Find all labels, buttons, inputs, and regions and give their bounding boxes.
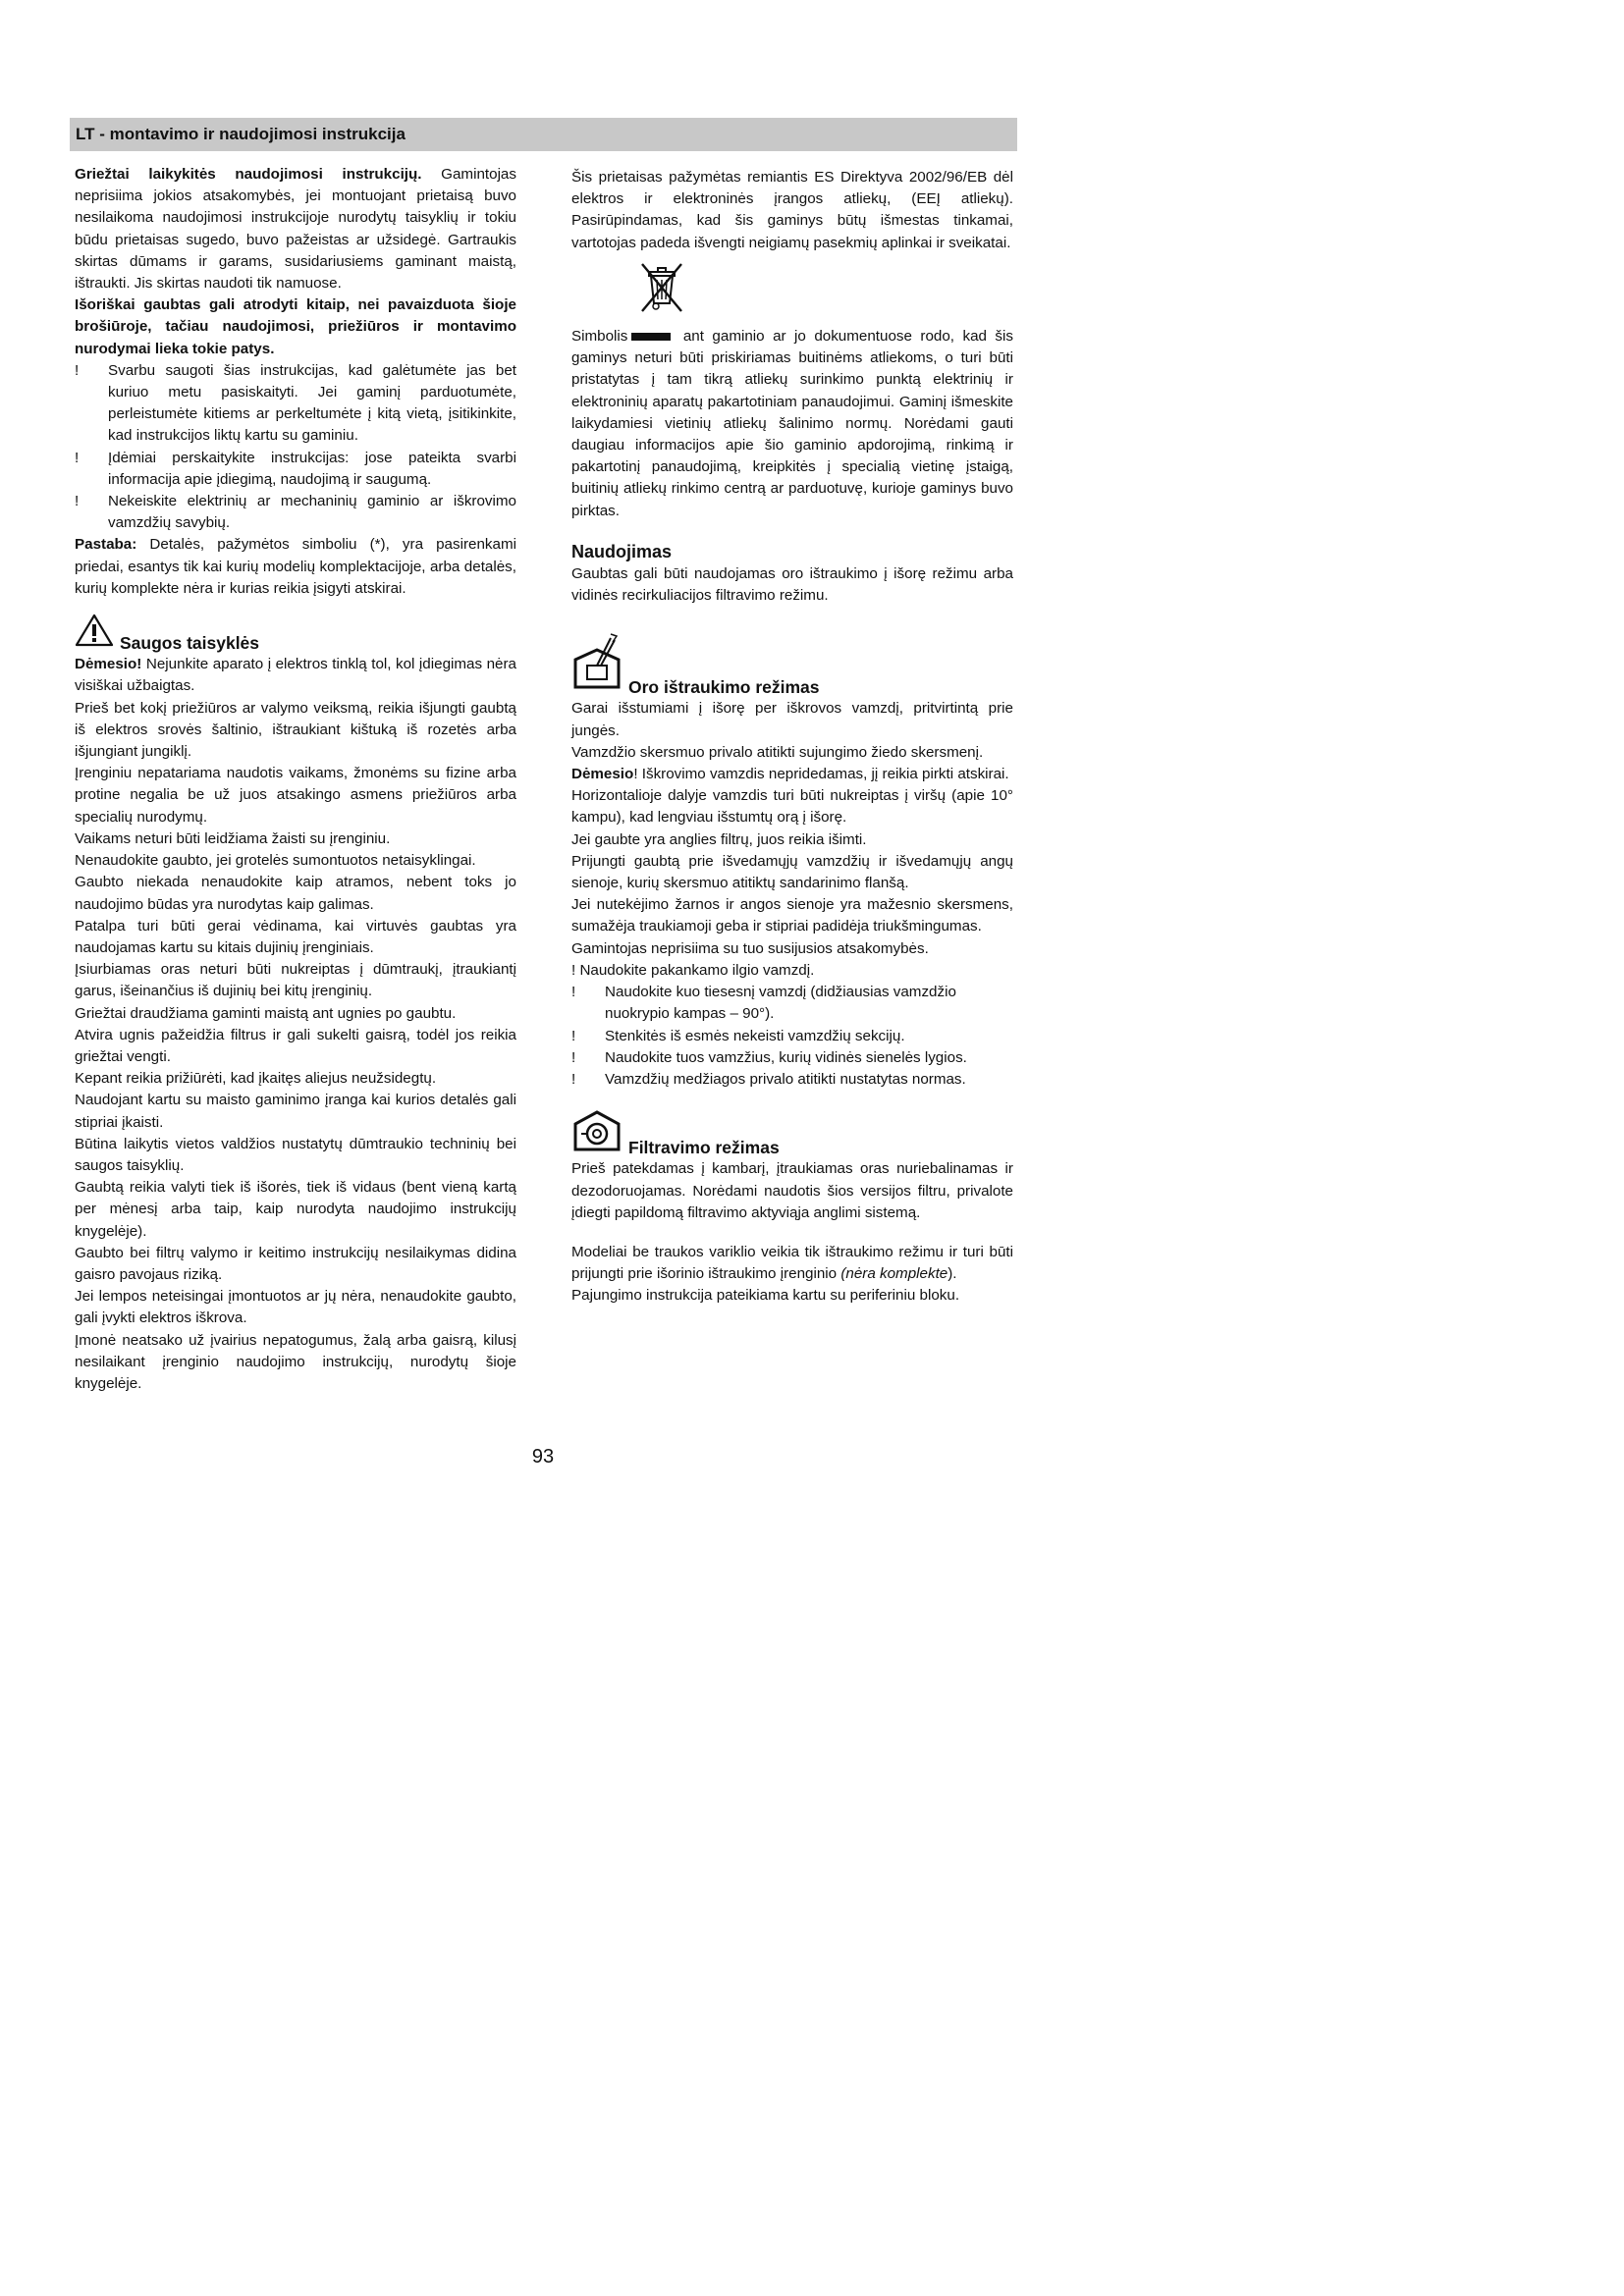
extraction-paragraph: Jei nutekėjimo žarnos ir angos sienoje yra mažesnio skersmens, sumažėja traukiamoji geba ir stipriai padidėja triukšmingumas. (571, 896, 1013, 935)
filter-paragraph (571, 1242, 1013, 1285)
filter-italic: (nėra komplekte (840, 1265, 948, 1283)
bullet-item (75, 448, 516, 491)
bullet-item (571, 1026, 1013, 1047)
safety-title: Saugos taisyklės (120, 633, 260, 654)
attention-label: Dėmesio! (75, 656, 142, 673)
bullet-item (75, 360, 516, 448)
ducted-extraction-icon (571, 632, 623, 698)
bullet-text: Naudokite tuos vamzžius, kurių vidinės sienelės lygios. (605, 1048, 967, 1066)
safety-paragraph: Gaubtą reikia valyti tiek iš išorės, tiek iš vidaus (bent vieną kartą per mėnesį arba taip, kaip nurodyta naudojimo instrukcijų knygelėje). (75, 1179, 516, 1240)
symbol-word: Simbolis (571, 328, 628, 346)
bullet-item (571, 1069, 1013, 1091)
attention-text: Nejunkite aparato į elektros tinklą tol, kol įdiegimas nėra visiškai užbaigtas. (75, 656, 516, 695)
safety-paragraph: Įsiurbiamas oras neturi būti nukreiptas į dūmtraukį, įtraukiantį garus, išeinančius iš dujinių bei kitų įrenginių. (75, 961, 516, 1000)
extraction-paragraph: Vamzdžio skersmuo privalo atitikti sujungimo žiedo skersmenį. (571, 743, 984, 761)
symbol-text: ant gaminio ar jo dokumentuose rodo, kad šis gaminys neturi būti priskiriamas buitinėms atliekoms, o turi būti pristatytas į tam tikrą atliekų surinkimo punktą elektrinių ir elektroninių aparatų pakartotiniam panaudojimui. Gaminį išmeskite laikydamiesi vietinių atliekų šalinimo normų. Norėdami gauti daugiau informacijos apie šio gaminio apdorojimą, rinkimą ir pakartotinį panaudojimą, kreipkitės į specialią vietinę įstaigą, buitinių atliekų rinkimo centrą ar parduotuvę, kurioje gaminys buvo pirktas. (571, 328, 1013, 519)
exclamation-mark: ! (571, 1070, 576, 1088)
bullet-item (571, 1047, 1013, 1069)
filter-title: Filtravimo režimas (628, 1138, 780, 1158)
intro-bold: Griežtai laikykitės naudojimosi instrukcijų. (75, 166, 422, 183)
extraction-paragraph: Jei gaubte yra anglies filtrų, juos reikia išimti. (571, 830, 867, 848)
safety-heading (75, 614, 516, 654)
note-label: Pastaba: (75, 536, 137, 554)
appearance-note (75, 294, 516, 360)
recirculation-filter-icon (571, 1108, 623, 1158)
exclamation-mark: ! (571, 984, 576, 1001)
safety-paragraph: Nenaudokite gaubto, jei grotelės sumontuotos netaisyklingai. (75, 852, 476, 870)
safety-paragraph: Prieš bet kokį priežiūros ar valymo veiksmą, reikia išjungti gaubtą iš elektros srovės šaltinio, ištraukiant kištuką iš rozetės arba išjungiant jungiklį. (75, 699, 516, 761)
exclamation-mark: ! (75, 449, 80, 466)
extraction-paragraph: Prijungti gaubtą prie išvedamųjų vamzdžių ir išvedamųjų angų sienoje, kurių skersmuo atitiktų sandarinimo flanšą. (571, 852, 1013, 892)
note-paragraph (75, 534, 516, 600)
extraction-title: Oro ištraukimo režimas (628, 677, 820, 698)
exclamation-mark: ! (571, 1048, 576, 1066)
bullet-item (75, 491, 516, 534)
warning-triangle-icon (75, 614, 114, 654)
note-text: Detalės, pažymėtos simboliu (*), yra pasirenkami priedai, esantys tik kai kurių modelių komplektacijoje, arba detalės, kurių komplekte nėra ir kurias reikia įsigyti atskirai. (75, 536, 516, 597)
filter-text: Modeliai be traukos variklio veikia tik ištraukimo režimu ir turi būti prijungti prie išorinio ištraukimo įrenginio (571, 1243, 1013, 1283)
bullet-text: Svarbu saugoti šias instrukcijas, kad galėtumėte jas bet kuriuo metu pasiskaityti. Jei gaminį parduotumėte, perleistumėte kitiems ar perkeltumėte į kitą vietą, įsitikinkite, kad instrukcijos liktų kartu su gaminiu. (108, 361, 516, 445)
safety-paragraph: Naudojant kartu su maisto gaminimo įranga kai kurios detalės gali stipriai įkaisti. (75, 1092, 516, 1131)
filter-paragraph: Prieš patekdamas į kambarį, įtraukiamas oras nuriebalinamas ir dezodoruojamas. Norėdami naudotis šios versijos filtru, privalote įdiegti papildomą filtravimo aktyviąja anglimi sistemą. (571, 1160, 1013, 1221)
extraction-paragraph: Horizontalioje dalyje vamzdis turi būti nukreiptas į viršų (apie 10° kampu), kad lengviau išstumtų orą į išorę. (571, 787, 1013, 827)
extraction-paragraph: Garai išstumiami į išorę per iškrovos vamzdį, pritvirtintą prie jungės. (571, 700, 1013, 739)
symbol-paragraph (571, 326, 1013, 522)
intro-text: Gamintojas neprisiima jokios atsakomybės, jei montuojant prietaisą buvo nesilaikoma naudojimosi instrukcijoje nurodytų taisyklių ir tokiu būdu prietaisas sugedo, buvo pažeistas ar užsidegė. Gartraukis skirtas dūmams ir garams, susidariusiems gaminant maistą, ištraukti. Jis skirtas naudoti tik namuose. (75, 166, 516, 293)
attention-label: Dėmesio (571, 766, 634, 783)
usage-title: Naudojimas (571, 541, 673, 561)
intro-paragraph (75, 164, 516, 294)
section-header-bar (70, 118, 1017, 151)
left-column (75, 164, 516, 1395)
safety-paragraph: Įrenginiu nepatariama naudotis vaikams, žmonėms su fizine arba protine negalia be už juos atsakingo asmens priežiūros arba specialių nurodymų. (75, 765, 516, 826)
safety-paragraph: Atvira ugnis pažeidžia filtrus ir gali sukelti gaisrą, todėl jos reikia griežtai vengti. (75, 1026, 516, 1065)
usage-text: Gaubtas gali būti naudojamas oro ištraukimo į išorę režimu arba vidinės recirkuliacijos filtravimo režimu. (571, 564, 1013, 605)
weee-intro: Šis prietaisas pažymėtas remiantis ES Direktyva 2002/96/EB dėl elektros ir elektroninės įrangos atliekų, (EEĮ atliekų). Pasirūpindamas, kad šis gaminys būtų išmestas tinkamai, vartotojas padeda išvengti neigiamų pasekmių aplinkai ir sveikatai. (571, 169, 1013, 251)
crossed-bin-icon (636, 260, 1013, 322)
right-column (571, 167, 1013, 1308)
exclamation-mark: ! (75, 493, 80, 510)
bullet-text: Naudokite kuo tiesesnį vamzdį (didžiausias vamzdžio nuokrypio kampas – 90°). (605, 984, 956, 1023)
safety-paragraph: Vaikams neturi būti leidžiama žaisti su įrenginiu. (75, 829, 391, 847)
page-number: 93 (531, 1446, 555, 1468)
safety-paragraph: Gaubto bei filtrų valymo ir keitimo instrukcijų nesilaikymas didina gaisro pavojaus riziką. (75, 1244, 516, 1283)
extraction-paragraph: ! Naudokite pakankamo ilgio vamzdį. (571, 961, 815, 979)
safety-attention (75, 654, 516, 697)
safety-paragraph: Gaubto niekada nenaudokite kaip atramos, nebent toks jo naudojimo būdas yra nurodytas kaip galimas. (75, 874, 516, 913)
safety-paragraph: Griežtai draudžiama gaminti maistą ant ugnies po gaubtu. (75, 1004, 457, 1022)
filter-paragraph: Pajungimo instrukcija pateikiama kartu su periferiniu bloku. (571, 1287, 960, 1305)
safety-paragraph: Kepant reikia prižiūrėti, kad įkaitęs aliejus neužsidegtų. (75, 1070, 437, 1088)
bullet-text: Vamzdžių medžiagos privalo atitikti nustatytas normas. (605, 1070, 966, 1088)
attention-text: ! Iškrovimo vamzdis nepridedamas, jį reikia pirkti atskirai. (633, 766, 1009, 783)
safety-paragraph: Jei lempos neteisingai įmontuotos ar jų nėra, nenaudokite gaubto, gali įvykti elektros iškrova. (75, 1288, 516, 1327)
safety-paragraph: Patalpa turi būti gerai vėdinama, kai virtuvės gaubtas yra naudojamas kartu su kitais dujinių įrenginiais. (75, 917, 516, 956)
bullet-item (571, 982, 1013, 1025)
section-header-title: LT - montavimo ir naudojimosi instrukcija (76, 125, 406, 143)
extraction-paragraph: Gamintojas neprisiima su tuo susijusios atsakomybės. (571, 939, 929, 957)
exclamation-mark: ! (75, 361, 80, 379)
bullet-text: Įdėmiai perskaitykite instrukcijas: jose pateikta svarbi informacija apie įdiegimą, naudojimą ir saugumą. (108, 449, 516, 488)
safety-paragraph: Įmonė neatsako už įvairius nepatogumus, žalą arba gaisrą, kilusį nesilaikant įrenginio naudojimo instrukcijų, nurodytų šioje knygelėje. (75, 1331, 516, 1392)
bullet-text: Stenkitės iš esmės nekeisti vamzdžių sekcijų. (605, 1027, 905, 1044)
extraction-heading (571, 632, 1013, 698)
bullet-text: Nekeiskite elektrinių ar mechaninių gaminio ar iškrovimo vamzdžių savybių. (108, 493, 516, 532)
filter-heading (571, 1108, 1013, 1158)
appearance-bold: Išoriškai gaubtas gali atrodyti kitaip, nei pavaizduota šioje brošiūroje, tačiau naudojimosi, priežiūros ir montavimo nurodymai lieka tokie patys. (75, 296, 516, 357)
filter-text-end: ). (947, 1265, 957, 1283)
extraction-attention (571, 764, 1013, 785)
exclamation-mark: ! (571, 1027, 576, 1044)
black-bar-symbol (631, 333, 671, 341)
safety-paragraph: Būtina laikytis vietos valdžios nustatytų dūmtraukio techninių bei saugos taisyklių. (75, 1135, 516, 1174)
